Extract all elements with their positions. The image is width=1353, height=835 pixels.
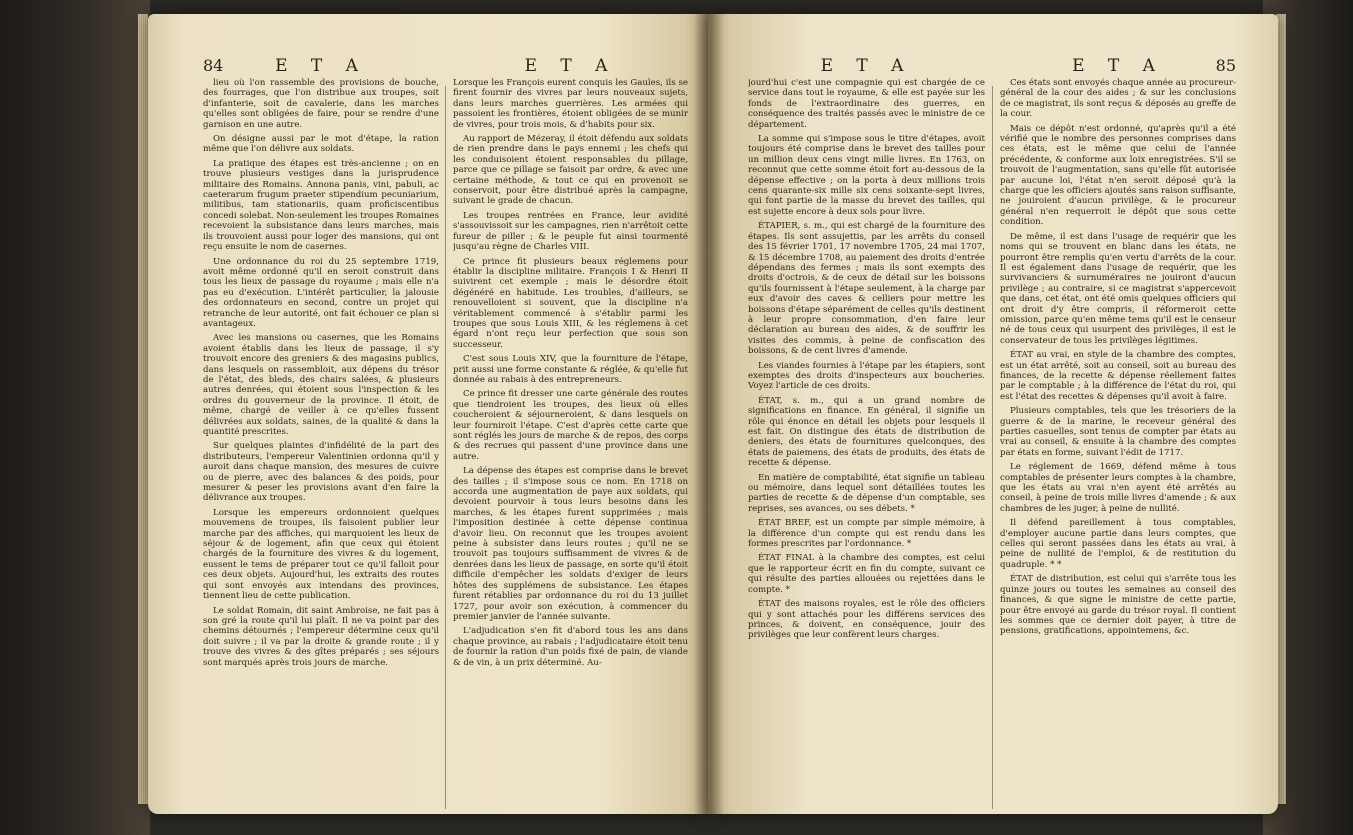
paragraph: La pratique des étapes est très-ancienne ; on en trouve plusieurs vestiges dans la jurisprudence militaire des Romains. Annona panis, vini, pabuli, ac caeterarum frugum praeter stipendium pecuniarium, militibus, tam stationariis, quam proficiscentibus concedi solebat. Non-seulement les troupes Romaines recevoient la subsistance dans leurs marches, mais ils trouvoient aussi pour loger des mansions, qui ont reçu ensuite le nom de casernes. [203, 158, 439, 253]
running-head-text: E T A [820, 56, 913, 76]
paragraph: Au rapport de Mézeray, il étoit défendu aux soldats de rien prendre dans le pays ennemi ; les chefs qui les conduisoient étoient responsables du pillage, parce que ce pillage se faisoit par ordre, & avec une certaine méthode, & tout ce qui en provenoit se conservoit, pour être distribué après la campagne, suivant le grade de chacun. [453, 134, 688, 207]
paragraph: Les viandes fournies à l'étape par les étapiers, sont exemptes des droits d'inspecteurs aux boucheries. Voyez l'article de ces droits. [748, 360, 985, 392]
running-head [1000, 56, 1236, 78]
text-column [203, 78, 439, 668]
paragraph: Sur quelques plaintes d'infidélité de la part des distributeurs, l'empereur Valentinien ordonna qu'il y auroit dans chaque mansion, des mesures de cuivre ou de pierre, avec des balances & des poids, pour mesurer & peser les provisions avant d'en faire la délivrance aux troupes. [203, 441, 439, 504]
paragraph: Ce prince fit plusieurs beaux réglemens pour établir la discipline militaire. François I & Henri II suivirent cet exemple ; mais le désordre étoit dégénéré en habitude. Les troubles, d'ailleurs, se renouvelloient si souvent, que la discipline n'a véritablement commencé à s'établir parmi les troupes que sous Louis XIII, & les réglemens à cet égard n'ont reçu leur perfection que sous son successeur. [453, 256, 688, 350]
paragraph: De même, il est dans l'usage de requérir que les noms qui se trouvent en blanc dans les états, ne pourront être remplis qu'en vertu d'arrêts de la cour. Il est également dans l'usage de requérir, que les survivanciers & surnuméraires ne jouiront d'aucun privilège ; au contraire, si ce magistrat s'appercevoit que dans, cet état, ont été omis quelques officiers qui ont droit d'y être compris, il réformeroit cette omission, parce qu'en même tems qu'il est le censeur né de tous ceux qui usurpent des privilèges, il est le conservateur de tous les privilèges légitimes. [1000, 231, 1236, 346]
running-head-text: E T A [1072, 56, 1164, 76]
paragraph: La dépense des étapes est comprise dans le brevet des tailles ; il s'impose sous ce nom. En 1718 on accorda une augmentation de paye aux soldats, qui devoient pourvoir à tous leurs besoins dans les marches, & les étapes furent supprimées ; mais l'imposition destinée à cette dépense continua d'avoir lieu. On reconnut que les troupes avoient peine à subsister dans leurs routes ; qu'il ne se trouvoit pas toujours suffisamment de vivres & de denrées dans les lieux de passage, en sorte qu'il étoit difficile d'empêcher les soldats d'exiger de leurs hôtes des supplémens de subsistance. Les étapes furent rétablies par ordonnance du roi du 13 juillet 1727, pour avoir son exécution, à commencer du premier janvier de l'année suivante. [453, 466, 688, 622]
paragraph: Plusieurs comptables, tels que les trésoriers de la guerre & de la marine, le receveur général des parties casuelles, sont tenus de compter par états au vrai au conseil, & ensuite à la chambre des comptes par états en forme, suivant l'édit de 1717. [1000, 406, 1236, 458]
paragraph: On désigne aussi par le mot d'étape, la ration même que l'on délivre aux soldats. [203, 134, 439, 155]
paragraph: C'est sous Louis XIV, que la fourniture de l'étape, prit aussi une forme constante & réglée, & qu'elle fut donnée au rabais à des entrepreneurs. [453, 354, 688, 385]
paragraph: L'adjudication s'en fit d'abord tous les ans dans chaque province, au rabais ; l'adjudicataire étoit tenu de fournir la ration d'un poids fixé de pain, de viande & de vin, à un prix déterminé. Au- [453, 626, 688, 668]
paragraph: En matière de comptabilité, état signifie un tableau ou mémoire, dans lequel sont détaillées toutes les parties de recette & de dépense d'un comptable, ses reprises, ses avances, ou ses débets. * [748, 472, 985, 514]
paragraph: Lorsque les empereurs ordonnoient quelques mouvemens de troupes, ils faisoient publier leur marche par des affiches, qui marquoient les lieux de séjour & de logement, afin que ceux qui étoient chargés de la fourniture des vivres & du logement, eussent le tems de préparer tout ce qu'il falloit pour ces deux objets. Aujourd'hui, les extraits des routes qui sont envoyés aux intendans des provinces, tiennent lieu de cette publication. [203, 507, 439, 602]
paragraph: Le réglement de 1669, défend même à tous comptables de présenter leurs comptes à la chambre, que les états au vrai n'en ayent été arrêtés au conseil, à peine de trois mille livres d'amende ; & aux chambres de les juger, à peine de nullité. [1000, 462, 1236, 514]
gutter [694, 14, 724, 814]
running-head-text: E T A [524, 56, 617, 76]
paragraph: Avec les mansions ou casernes, que les Romains avoient établis dans les lieux de passage, il s'y trouvoit encore des greniers & des magasins publics, dans lesquels on rassembloit, aux dépens du trésor de l'état, des bleds, des chairs salées, & plusieurs autres denrées, qui étoient sous l'inspection & les ordres du gouverneur de la province. Il étoit, de même, chargé de veiller à ce qu'elles fussent délivrées aux soldats, saines, de la qualité & dans la quantité prescrites. [203, 333, 439, 437]
paragraph: Mais ce dépôt n'est ordonné, qu'après qu'il a été vérifié que le nombre des personnes comprises dans ces états, est le même que celui de l'année précédente, & conforme aux loix enregistrées. S'il se trouvoit de l'augmentation, sans qu'elle fût autorisée par aucune loi, l'état n'en seroit déposé qu'à la charge que les officiers ajoutés sans raison suffisante, ne jouiroient d'aucun privilège, & le procureur général n'en requerroit le dépôt que sous cette condition. [1000, 123, 1236, 228]
paragraph: Le soldat Romain, dit saint Ambroise, ne fait pas à son gré la route qu'il lui plaît. Il ne va point par des chemins détournés ; l'empereur détermine ceux qu'il doit suivre ; il va par la droite & grande route ; il y trouve des vivres & des gîtes préparés ; ses séjours sont marqués après trois jours de marche. [203, 605, 439, 668]
running-head [453, 56, 688, 78]
paragraph: La somme qui s'impose sous le titre d'étapes, avoit toujours été comprise dans le brevet des tailles pour un million deux cens vingt mille livres. En 1763, on reconnut que cette somme étoit fort au-dessous de la dépense effective ; on la porta à deux millions trois cens quarante-six mille six cens soixante-sept livres, qui font partie de la masse du brevet des tailles, qui est sujette encore à deux sols pour livre. [748, 134, 985, 217]
running-head [203, 56, 439, 78]
left-page-column-2 [453, 14, 688, 814]
paragraph: ÉTAT de distribution, est celui qui s'arrête tous les quinze jours ou toutes les semaines au conseil des finances, & que signe le ministre de cette partie, pour être envoyé au garde du trésor royal. Il contient les sommes que ce dernier doit payer, à titre de pensions, gratifications, appointemens, &c. [1000, 574, 1236, 637]
paragraph: jourd'hui c'est une compagnie qui est chargée de ce service dans tout le royaume, & elle est payée sur les fonds de l'extraordinaire des guerres, en conséquence des traités passés avec le ministre de ce département. [748, 78, 985, 130]
paragraph: ÉTAT FINAL à la chambre des comptes, est celui que le rapporteur écrit en fin du compte, suivant ce qui résulte des parties allouées ou rejettées dans le compte. * [748, 553, 985, 595]
paragraph: ÉTAT BREF, est un compte par simple mémoire, à la différence d'un compte qui est rendu dans les formes prescrites par l'ordonnance. * [748, 518, 985, 550]
paragraph: Il défend pareillement à tous comptables, d'employer aucune partie dans leurs comptes, que celles qui seront passées dans les états au vrai, à peine de nullité de l'emploi, & de restitution du quadruple. * * [1000, 518, 1236, 570]
right-page-column-1 [748, 14, 985, 814]
left-page-stack [0, 0, 150, 835]
text-column [453, 78, 688, 668]
left-edge-pages [138, 14, 148, 804]
paragraph: Ce prince fit dresser une carte générale des routes que tiendroient les troupes, des lieux où elles coucheroient & séjourneroient, & dans lesquels on leur fourniroit l'étape. C'est d'après cette carte que sont réglés les jours de marche & de repos, des corps & des recrues qui passent d'une province dans une autre. [453, 389, 688, 462]
running-head [748, 56, 985, 78]
paragraph: Les troupes rentrées en France, leur avidité s'assouvissoit sur les campagnes, rien n'arrêtoit cette fureur de piller ; & le peuple fut ainsi tourmenté jusqu'au règne de Charles VIII. [453, 210, 688, 253]
text-column [1000, 78, 1236, 637]
text-column [748, 78, 985, 641]
book-spread [148, 14, 1278, 829]
paragraph: ÉTAT au vrai, en style de la chambre des comptes, est un état arrêté, soit au conseil, soit au bureau des finances, de la recette & dépense réellement faites par le comptable ; à la différence de l'état du roi, qui est l'état des recettes & dépenses qu'il avoit à faire. [1000, 350, 1236, 402]
paragraph: ÉTAPIER, s. m., qui est chargé de la fourniture des étapes. Ils sont assujettis, par les arrêts du conseil des 15 février 1701, 17 novembre 1705, 24 mai 1707, & 15 décembre 1708, au paiement des droits d'entrée dépendans des fermes ; mais ils sont exempts des droits d'octrois, & de ceux de détail sur les boissons qu'ils fournissent à l'étape seulement, à la charge par eux d'avoir des caves & celliers pour mettre les boissons d'étape séparément de celles qu'ils destinent à leur propre consommation, d'en faire leur déclaration au bureau des aides, & de souffrir les visites des commis, à peine de confiscation des boissons, & de cent livres d'amende. [748, 221, 985, 357]
column-rule [992, 86, 993, 809]
paragraph: ÉTAT des maisons royales, est le rôle des officiers qui y sont attachés pour les différens services des princes, & doivent, en conséquence, jouir des privilèges que leur confèrent leurs charges. [748, 599, 985, 641]
right-page-column-2 [1000, 14, 1236, 814]
column-rule [445, 86, 446, 809]
paragraph: ÉTAT, s. m., qui a un grand nombre de significations en finance. En général, il signifie un rôle qui énonce en détail les objets pour lesquels il est fait. On distingue des états de distribution de deniers, des états de fournitures quelconques, des états de paiemens, des états de produits, des états de recette & dépense. [748, 395, 985, 469]
paragraph: Une ordonnance du roi du 25 septembre 1719, avoit même ordonné qu'il en seroit construit dans tous les lieux de passage du royaume ; mais elle n'a pas eu d'exécution. L'intérêt particulier, la jalousie des ordonnateurs en second, contre un projet qui retranche de leur autorité, ont fait échouer ce plan si avantageux. [203, 256, 439, 329]
page-number: 84 [203, 56, 224, 75]
left-page-column-1 [203, 14, 439, 814]
running-head-text: E T A [275, 56, 367, 76]
paragraph: lieu où l'on rassemble des provisions de bouche, des fourrages, que l'on distribue aux troupes, soit d'infanterie, soit de cavalerie, dans les marches qu'elles sont obligées de faire, pour se rendre d'une garnison en une autre. [203, 78, 439, 130]
page-number: 85 [1215, 56, 1236, 75]
paragraph: Lorsque les François eurent conquis les Gaules, ils se firent fournir des vivres par leurs nouveaux sujets, dans leurs marches guerrières. Les armées qui passoient les frontières, étoient obligées de se munir de vivres, pour trois mois, & d'habits pour six. [453, 78, 688, 130]
paragraph: Ces états sont envoyés chaque année au procureur-général de la cour des aides ; & sur les conclusions de ce magistrat, ils sont reçus & déposés au greffe de la cour. [1000, 78, 1236, 120]
